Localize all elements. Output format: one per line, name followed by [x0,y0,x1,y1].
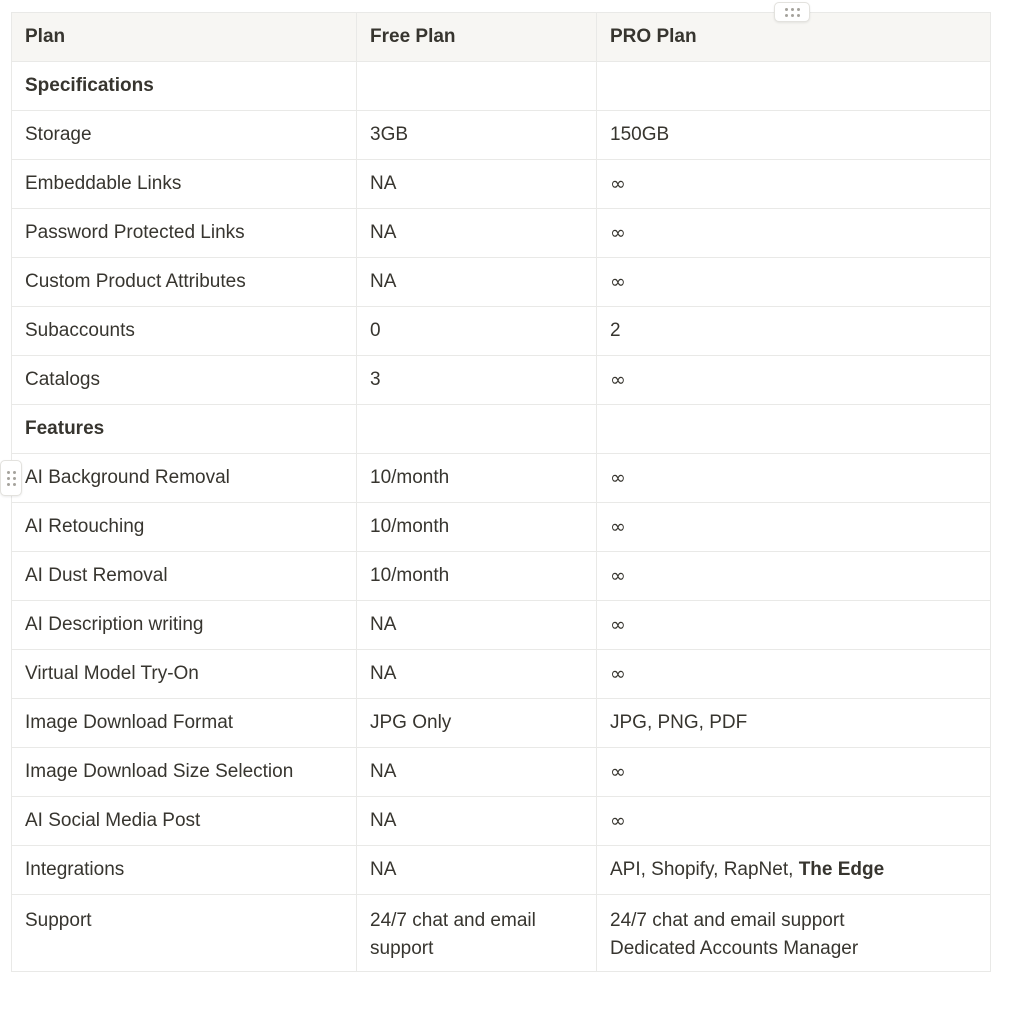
table-row [12,307,991,356]
integrations-list: API, Shopify, RapNet, [610,859,799,880]
section-title-specifications[interactable]: Specifications [12,62,357,111]
section-title-features[interactable]: Features [12,405,357,454]
free-value[interactable]: 10/month [357,552,597,601]
table-header-row [12,13,991,62]
table-row [12,601,991,650]
row-label[interactable]: AI Social Media Post [12,797,357,846]
free-support-line-1: 24/7 chat and email [370,910,536,931]
table-row [12,111,991,160]
pro-value[interactable]: ∞ [597,650,991,699]
row-label[interactable]: Storage [12,111,357,160]
row-label[interactable]: Image Download Size Selection [12,748,357,797]
row-label[interactable]: Support [12,895,357,972]
pro-value[interactable]: ∞ [597,748,991,797]
pro-value[interactable]: 150GB [597,111,991,160]
table-row [12,454,991,503]
pro-value[interactable]: ∞ [597,552,991,601]
free-value[interactable]: 10/month [357,454,597,503]
pro-support-line-2: Dedicated Accounts Manager [610,938,859,959]
pro-value[interactable]: ∞ [597,209,991,258]
pro-value[interactable]: ∞ [597,454,991,503]
table-row [12,699,991,748]
drag-handle-horizontal-icon[interactable] [774,2,810,22]
table-row [12,748,991,797]
row-label[interactable]: AI Description writing [12,601,357,650]
free-support-line-2: support [370,938,434,959]
table-row [12,503,991,552]
table-row [12,650,991,699]
header-plan[interactable]: Plan [12,13,357,62]
table-row [12,797,991,846]
pro-value[interactable]: 2 [597,307,991,356]
row-label[interactable]: Subaccounts [12,307,357,356]
row-label[interactable]: Virtual Model Try-On [12,650,357,699]
table-cell[interactable] [597,405,991,454]
free-value[interactable]: NA [357,160,597,209]
pro-support-line-1: 24/7 chat and email support [610,910,845,931]
row-label[interactable]: AI Dust Removal [12,552,357,601]
free-value[interactable]: 10/month [357,503,597,552]
free-value[interactable] [357,895,597,972]
section-row-features [12,405,991,454]
free-value[interactable]: 3GB [357,111,597,160]
table-cell[interactable] [357,405,597,454]
pricing-comparison-table [11,12,991,972]
free-value[interactable]: 0 [357,307,597,356]
row-label[interactable]: Catalogs [12,356,357,405]
free-value[interactable]: NA [357,650,597,699]
pro-value[interactable]: ∞ [597,356,991,405]
pro-value[interactable] [597,895,991,972]
drag-handle-vertical-icon[interactable] [0,460,22,496]
row-label[interactable]: Custom Product Attributes [12,258,357,307]
table-row [12,552,991,601]
table-cell[interactable] [357,62,597,111]
pro-value[interactable]: ∞ [597,258,991,307]
row-label[interactable]: Embeddable Links [12,160,357,209]
header-pro-plan[interactable]: PRO Plan [597,13,991,62]
table-row [12,258,991,307]
table-cell[interactable] [597,62,991,111]
integration-the-edge: The Edge [798,859,885,880]
free-value[interactable]: JPG Only [357,699,597,748]
free-value[interactable]: NA [357,748,597,797]
free-value[interactable]: 3 [357,356,597,405]
table-row [12,356,991,405]
row-label[interactable]: Integrations [12,846,357,895]
free-value[interactable]: NA [357,601,597,650]
pro-value[interactable]: ∞ [597,160,991,209]
free-value[interactable]: NA [357,797,597,846]
header-free-plan[interactable]: Free Plan [357,13,597,62]
pro-value[interactable]: ∞ [597,797,991,846]
free-value[interactable]: NA [357,258,597,307]
free-value[interactable]: NA [357,846,597,895]
table-row [12,209,991,258]
pro-value[interactable]: JPG, PNG, PDF [597,699,991,748]
row-label[interactable]: Image Download Format [12,699,357,748]
pro-value[interactable]: ∞ [597,503,991,552]
row-label[interactable]: AI Background Removal [12,454,357,503]
pro-value[interactable]: ∞ [597,601,991,650]
section-row-specifications [12,62,991,111]
pro-value[interactable] [597,846,991,895]
row-label[interactable]: Password Protected Links [12,209,357,258]
free-value[interactable]: NA [357,209,597,258]
table-row [12,846,991,895]
row-label[interactable]: AI Retouching [12,503,357,552]
table-row [12,160,991,209]
table-row [12,895,991,972]
